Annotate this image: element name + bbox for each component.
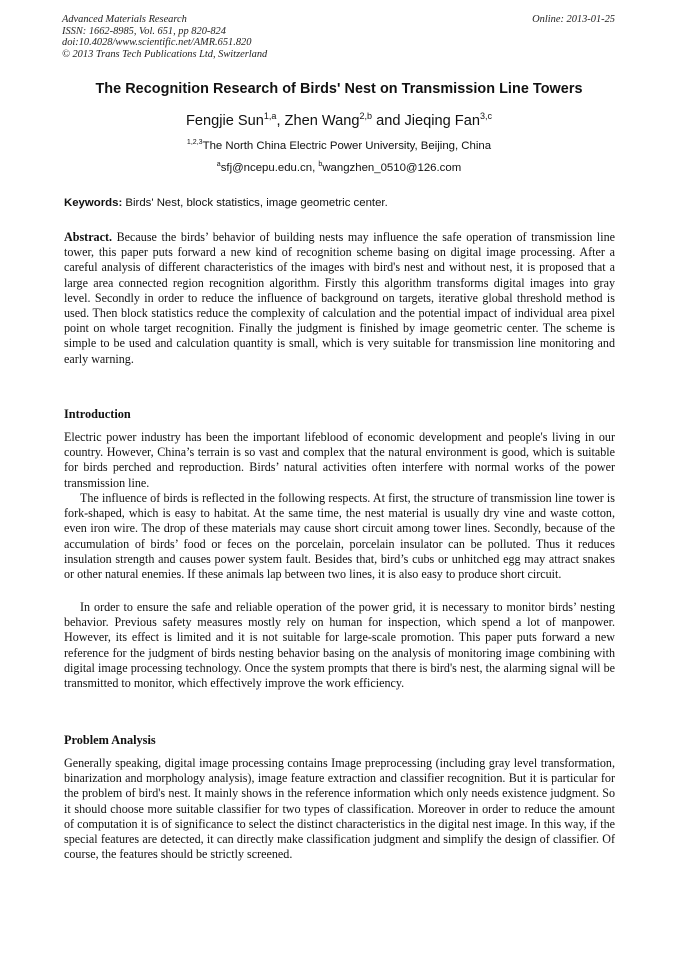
intro-paragraph: Electric power industry has been the important lifeblood of economic development and people's living in our country. However, China’s terrain is so vast and complex that the natural environment is good, which is suitable for birds perched and reproduction. Birds’ natural activities often interfere with normal works of the power transmission line. bbox=[64, 430, 615, 490]
author-separator: , bbox=[276, 113, 285, 129]
issn-line: ISSN: 1662-8985, Vol. 651, pp 820-824 bbox=[62, 25, 226, 37]
author-superscript: 3,c bbox=[479, 111, 493, 122]
abstract-text: Because the birds’ behavior of building nests may influence the safe operation of transmission line tower, this paper puts forward a new kind of recognition scheme basing on digital image processing. After a careful analysis of different characteristics of the images with bird's nest and without nest, it is proposed that a large area connected region recognition algorithm. Firstly this algorithm transforms digital images into gray level. Secondly in order to reduce the influence of background on targets, iterative global threshold method is used. Then block statistics reduce the complexity of calculation and the potential impact of individual area pixel point on whole target recognition. Finally the judgment is finished by image geometric center. The scheme is simple to be used and calculation quantity is small, which is very suitable for transmission line monitoring and early warning. bbox=[64, 230, 615, 366]
affiliation bbox=[40, 140, 638, 152]
intro-paragraph: In order to ensure the safe and reliable operation of the power grid, it is necessary to monitor birds’ nesting behavior. Previous safety measures mostly rely on human for inspection, which spend a lot of manpower. However, its effect is limited and it is not suitable for large-scale promotion. This paper puts forward a new reference for the judgment of birds nesting behavior basing on the analysis of monitoring image combining with digital image processing technology. Once the system prompts that there is bird's nest, the alarming signal will be transmitted to monitor, which effectively improve the work efficiency. bbox=[64, 600, 615, 691]
journal-header bbox=[62, 14, 267, 60]
author-separator: and bbox=[372, 113, 405, 129]
abstract-label: Abstract. bbox=[64, 230, 113, 244]
email-superscript: a bbox=[216, 161, 221, 169]
affiliation-text: The North China Electric Power University, Beijing, China bbox=[202, 140, 492, 152]
email-address: sfj@ncepu.edu.cn, bbox=[220, 162, 319, 174]
author-name: Fengjie Sun bbox=[185, 113, 264, 129]
author-list bbox=[40, 113, 638, 129]
author-emails bbox=[40, 162, 638, 174]
problem-analysis-paragraph: Generally speaking, digital image processing contains Image preprocessing (including gray level transformation, binarization and morphology analysis), image feature extraction and classifier recognition. But it is particular for the problem of bird's nest. It mainly shows in the reference information which only needs existence judgment. So it should choose more suitable classifier for two types of classification. Moreover in order to reduce the amount of computation it is of significance to select the distinct characteristics in the digital nest image. In this way, if the special features are detected, it can directly make classification judgment and simplify the design of classifier. Of course, the features should be strictly screened. bbox=[64, 756, 615, 862]
keywords bbox=[64, 197, 616, 209]
author-name: Jieqing Fan bbox=[404, 113, 480, 129]
email-superscript: b bbox=[318, 161, 323, 169]
keywords-text: Birds' Nest, block statistics, image geometric center. bbox=[122, 197, 388, 209]
copyright-line: © 2013 Trans Tech Publications Ltd, Switzerland bbox=[62, 48, 268, 60]
author-superscript: 2,b bbox=[359, 111, 373, 122]
author-superscript: 1,a bbox=[263, 111, 277, 122]
section-heading-introduction: Introduction bbox=[64, 407, 131, 421]
keywords-label: Keywords: bbox=[64, 197, 123, 209]
author-name: Zhen Wang bbox=[284, 113, 360, 129]
journal-name: Advanced Materials Research bbox=[62, 14, 187, 25]
abstract bbox=[64, 230, 615, 367]
intro-paragraph: The influence of birds is reflected in the following respects. At first, the structure of transmission line tower is fork-shaped, which is easy to habitat. At the same time, the nest material is usually dry vine and waste cotton, even iron wire. The drop of these materials may cause short circuit among tower lines. Secondly, because of the accumulation of birds’ food or feces on the porcelain, porcelain insulator can be polluted. Thus it reduces insulation strength and causes power system fault. Besides that, bird’s cubs or unhitched egg may attract snakes or other natural enemies. If these animals lap between two lines, it is also easy to produce short circuit. bbox=[64, 491, 615, 582]
paper-title: The Recognition Research of Birds' Nest on Transmission Line Towers bbox=[95, 81, 583, 97]
email-address: wangzhen_0510@126.com bbox=[322, 162, 462, 174]
online-date: Online: 2013-01-25 bbox=[532, 14, 615, 25]
affiliation-superscript: 1,2,3 bbox=[186, 139, 203, 147]
doi-line: doi:10.4028/www.scientific.net/AMR.651.820 bbox=[62, 37, 252, 49]
section-heading-problem-analysis: Problem Analysis bbox=[64, 733, 156, 747]
